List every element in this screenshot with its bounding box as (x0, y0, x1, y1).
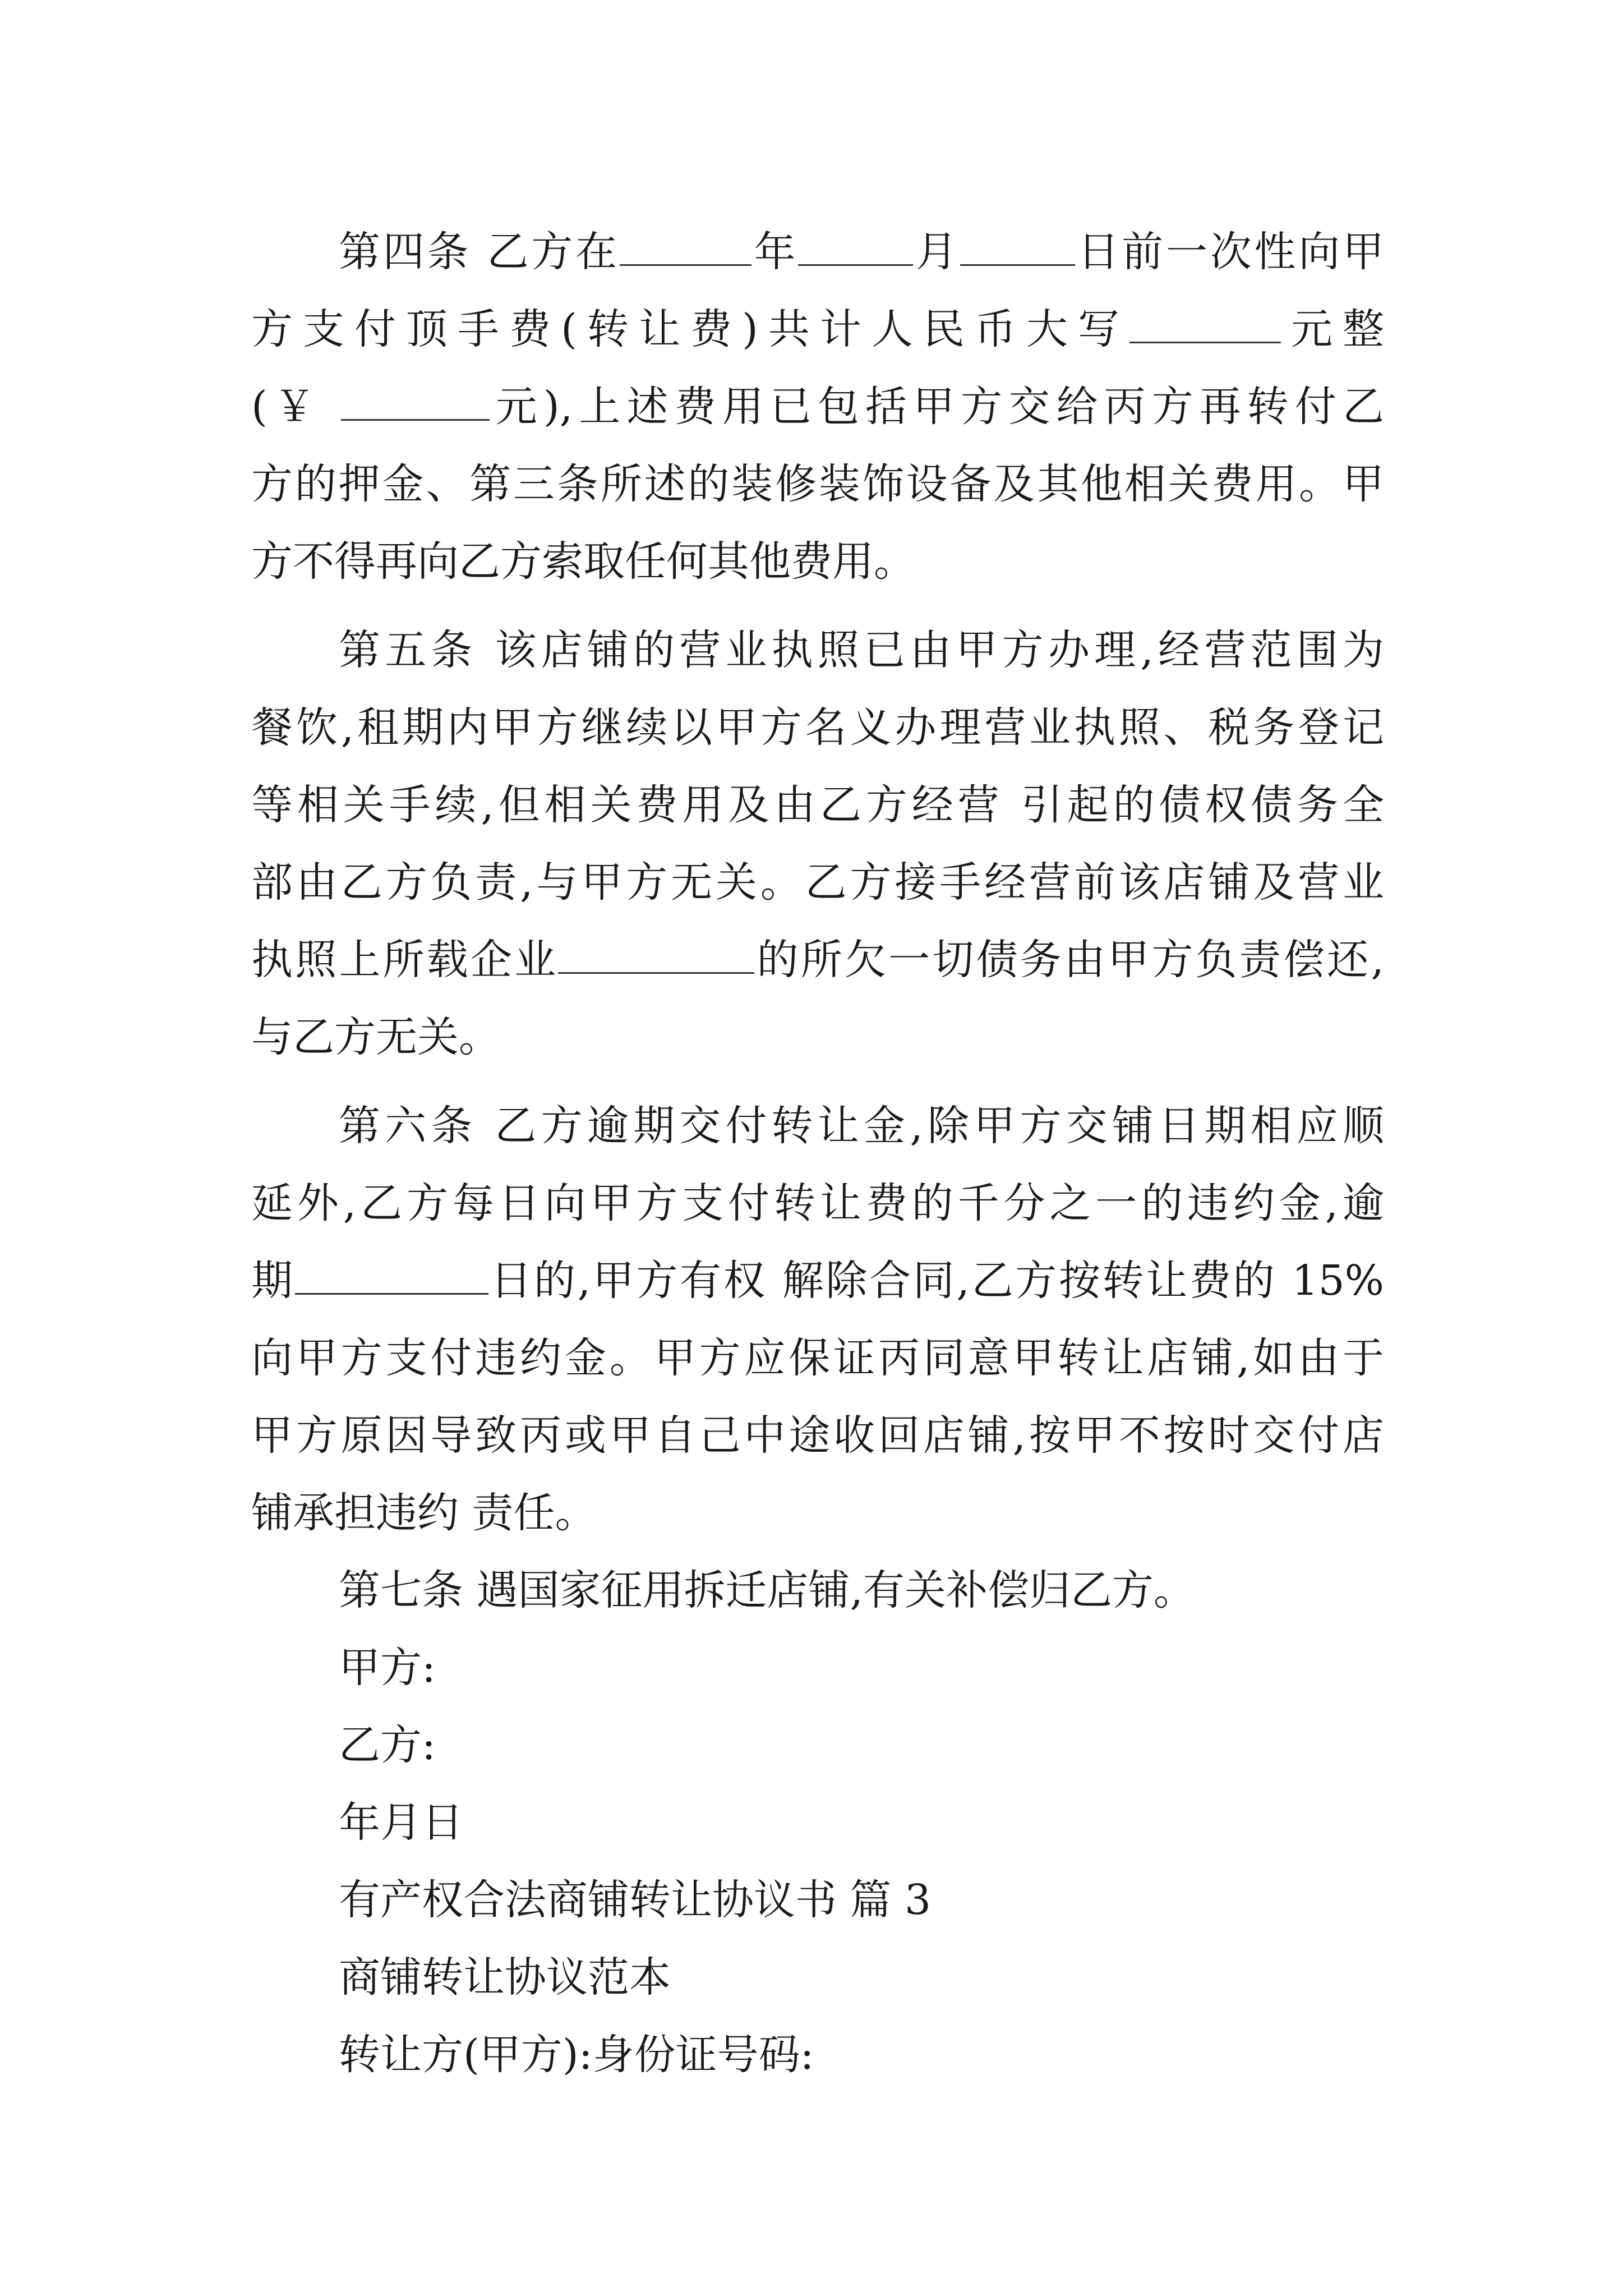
article4-line2: 方支付顶手费(转让费)共计人民币大写 元整 (251, 305, 1384, 353)
blank-year (620, 229, 751, 266)
article6-line2: 延外,乙方每日向甲方支付转让费的千分之一的违约金,逾 (251, 1179, 1384, 1227)
article5-line2: 餐饮,租期内甲方继续以甲方名义办理营业执照、税务登记 (251, 703, 1384, 752)
article6-line5: 甲方原因导致丙或甲自己中途收回店铺,按甲不按时交付店 (251, 1411, 1384, 1460)
party-b-label: 乙方: (339, 1721, 436, 1769)
article5-line6: 与乙方无关。 (251, 1013, 500, 1061)
article5-line3: 等相关手续,但相关费用及由乙方经营 引起的债权债务全 (251, 781, 1384, 829)
article5-line5: 执照上所载企业 的所欠一切债务由甲方负责偿还, (251, 936, 1384, 984)
sample-title: 商铺转让协议范本 (339, 1953, 671, 2001)
article7: 第七条 遇国家征用拆迁店铺,有关补偿归乙方。 (339, 1566, 1196, 1614)
article4-line5: 方不得再向乙方索取任何其他费用。 (251, 537, 915, 586)
party-a-label: 甲方: (339, 1644, 436, 1692)
article5-line1: 第五条 该店铺的营业执照已由甲方办理,经营范围为 (339, 626, 1384, 674)
article6-line6: 铺承担违约 责任。 (251, 1489, 597, 1537)
blank-day (960, 229, 1075, 266)
document-page (251, 213, 1384, 2093)
blank-amount-figure (341, 384, 490, 421)
blank-enterprise (558, 937, 754, 974)
article4-line1: 第四条 乙方在 年 月 日前一次性向甲 (339, 228, 1385, 276)
article6-line3: 期 日的,甲方有权 解除合同,乙方按转让费的 15% (251, 1257, 1384, 1305)
article6-line1: 第六条 乙方逾期交付转让金,除甲方交铺日期相应顺 (339, 1102, 1384, 1150)
transferor-line: 转让方(甲方):身份证号码: (339, 2031, 814, 2079)
blank-month (798, 229, 913, 266)
article5-line4: 部由乙方负责,与甲方无关。乙方接手经营前该店铺及营业 (251, 858, 1384, 907)
blank-overdue-days (295, 1258, 488, 1295)
article4-line3: (￥ 元),上述费用已包括甲方交给丙方再转付乙 (251, 383, 1384, 431)
date-line: 年月日 (339, 1798, 463, 1847)
section-heading: 有产权合法商铺转让协议书 篇 3 (339, 1876, 932, 1924)
article6-line4: 向甲方支付违约金。甲方应保证丙同意甲转让店铺,如由于 (251, 1334, 1384, 1382)
blank-amount-words (1129, 307, 1281, 343)
article4-line4: 方的押金、第三条所述的装修装饰设备及其他相关费用。甲 (251, 460, 1384, 508)
